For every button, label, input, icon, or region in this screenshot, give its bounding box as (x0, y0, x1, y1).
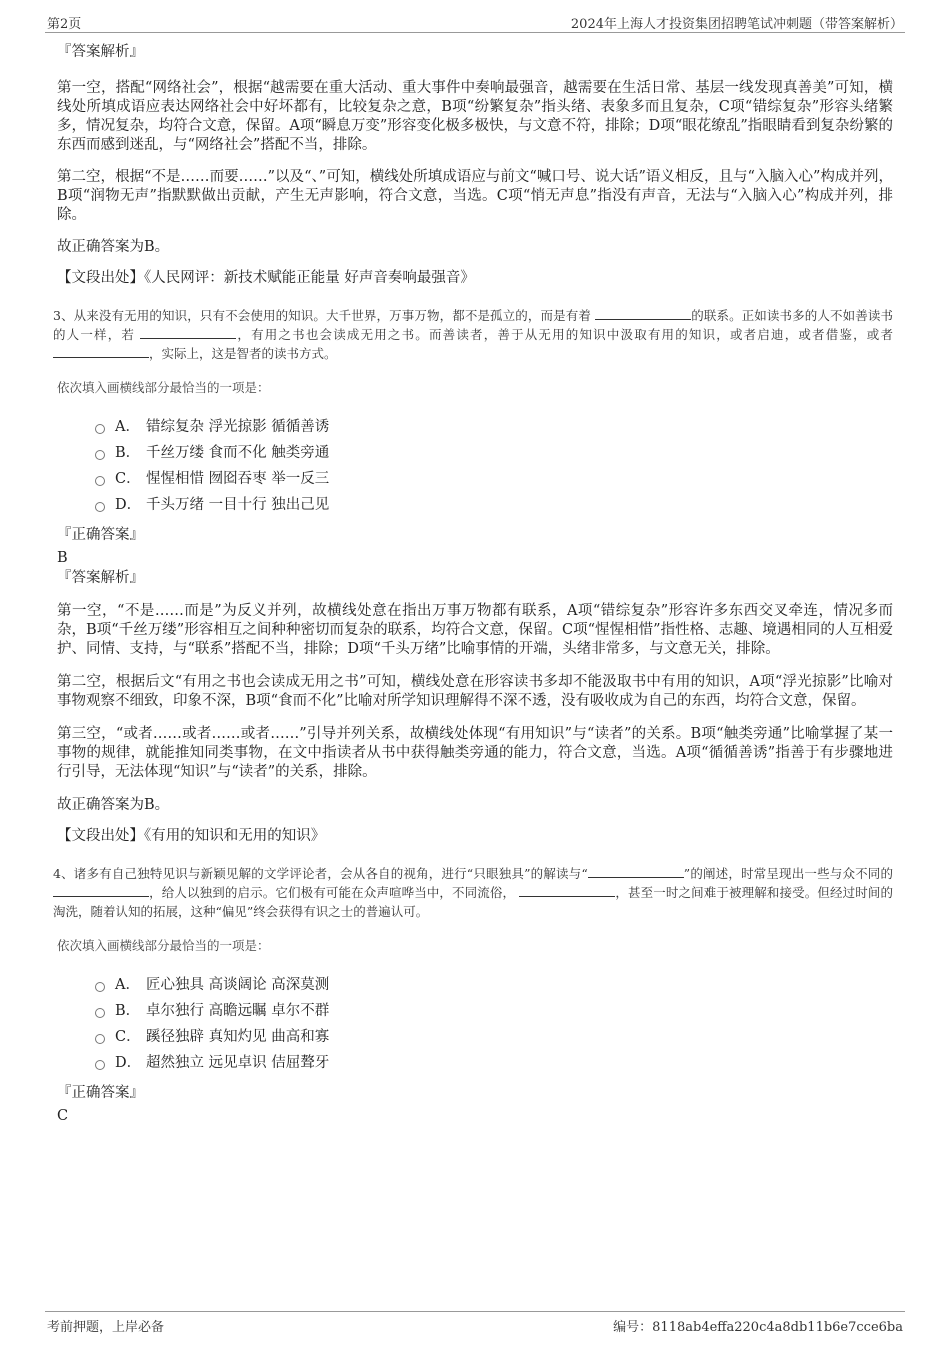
answer-blank (519, 883, 615, 897)
radio-icon[interactable] (95, 476, 105, 486)
option-b[interactable]: B． 卓尔独行 高瞻远瞩 卓尔不群 (95, 998, 893, 1024)
source-citation: 【文段出处】《人民网评：新技术赋能正能量 好声音奏响最强音》 (57, 270, 475, 286)
radio-icon[interactable] (95, 424, 105, 434)
conclusion-text: 故正确答案为B。 (57, 239, 170, 255)
footer-slogan: 考前押题，上岸必备 (47, 1320, 165, 1335)
question-prompt: 依次填入画横线部分最恰当的一项是： (57, 938, 270, 953)
radio-icon[interactable] (95, 1034, 105, 1044)
document-title: 2024年上海人才投资集团招聘笔试冲刺题（带答案解析） (570, 17, 903, 32)
correct-answer: B (57, 550, 68, 566)
option-a[interactable]: A． 匠心独具 高谈阔论 高深莫测 (95, 972, 893, 998)
correct-answer-label: 『正确答案』 (57, 527, 144, 543)
correct-answer: C (57, 1108, 69, 1124)
option-d[interactable]: D． 超然独立 远见卓识 佶屈聱牙 (95, 1050, 893, 1076)
conclusion-text: 故正确答案为B。 (57, 797, 170, 813)
question-text: 3、从来没有无用的知识，只有不会使用的知识。大千世界，万事万物，都不是孤立的，而是有着 的联系。正如读书多的人不如善读书的人一样，若 ，有用之书也会读成无用之书。而善读者，善于从无用的知识中汲取有用的知识，或者启迪，或者借鉴，或者 ，实际上，这是智者的读书方式。 (53, 308, 893, 361)
option-c[interactable]: C． 惺惺相惜 囫囵吞枣 举一反三 (95, 466, 893, 492)
radio-icon[interactable] (95, 502, 105, 512)
option-a[interactable]: A． 错综复杂 浮光掠影 循循善诱 (95, 414, 893, 440)
answer-blank (53, 344, 149, 358)
page-content (53, 42, 893, 1126)
analysis-paragraph: 第二空，根据“不是……而要……”以及“、”可知，横线处所填成语应与前文“喊口号、说大话”语义相反，且与“入脑入心”构成并列，B项“润物无声”指默默做出贡献，产生无声影响，符合文意，当选。C项“悄无声息”指没有声音，无法与“入脑入心”构成并列，排除。 (57, 169, 893, 223)
radio-icon[interactable] (95, 450, 105, 460)
analysis-paragraph: 第一空，“不是……而是”为反义并列，故横线处意在指出万事万物都有联系，A项“错综复杂”形容许多东西交叉牵连，情况多而杂，B项“千丝万缕”形容相互之间种种密切而复杂的联系，均符合文意，保留。C项“惺惺相惜”指性格、志趣、境遇相同的人互相爱护、同情、支持，与“联系”搭配不当，排除；D项“千头万绪”比喻事情的开端，头绪非常多，与文意无关，排除。 (57, 603, 893, 657)
question-4 (53, 864, 893, 1126)
analysis-paragraph: 第二空，根据后文“有用之书也会读成无用之书”可知，横线处意在形容读书多却不能汲取书中有用的知识，A项“浮光掠影”比喻对事物观察不细致，印象不深，B项“食而不化”比喻对所学知识理解得不深不透，没有吸收成为自己的东西，均符合文意，保留。 (57, 674, 893, 709)
question-3 (53, 306, 893, 846)
option-d[interactable]: D． 千头万绪 一目十行 独出己见 (95, 492, 893, 518)
question-text: 4、诸多有自己独特见识与新颖见解的文学评论者，会从各自的视角，进行“只眼独具”的解读与“ ”的阐述，时常呈现出一些与众不同的 ，给人以独到的启示。它们极有可能在众声喧哗当中，不同流俗， ，甚至一时之间难于被理解和接受。但经过时间的淘洗，随着认知的拓展，这种“偏见”终会获得有识之士的普遍认可。 (53, 866, 893, 919)
radio-icon[interactable] (95, 1008, 105, 1018)
source-citation: 【文段出处】《有用的知识和无用的知识》 (57, 828, 326, 844)
question-prompt: 依次填入画横线部分最恰当的一项是： (57, 380, 270, 395)
page-header (45, 10, 905, 33)
option-list (95, 414, 893, 518)
analysis-label: 『答案解析』 (57, 570, 144, 586)
analysis-paragraph: 第一空，搭配“网络社会”，根据“越需要在重大活动、重大事件中奏响最强音，越需要在生活日常、基层一线发现真善美”可知，横线处所填成语应表达网络社会中好坏都有，比较复杂之意，B项“纷繁复杂”指头绪、表象多而且复杂，C项“错综复杂”形容头绪繁多，情况复杂，均符合文意，保留。A项“瞬息万变”形容变化极多极快，与文意不符，排除；D项“眼花缭乱”指眼睛看到复杂纷繁的东西而感到迷乱，与“网络社会”搭配不当，排除。 (57, 80, 893, 153)
option-list (95, 972, 893, 1076)
radio-icon[interactable] (95, 1060, 105, 1070)
page-footer (45, 1311, 905, 1336)
document-id: 编号：8118ab4effa220c4a8db11b6e7cce6ba (613, 1320, 903, 1335)
option-c[interactable]: C． 蹊径独辟 真知灼见 曲高和寡 (95, 1024, 893, 1050)
correct-answer-label: 『正确答案』 (57, 1085, 144, 1101)
answer-blank (140, 325, 236, 339)
analysis-label: 『答案解析』 (57, 44, 144, 60)
analysis-paragraph: 第三空，“或者……或者……或者……”引导并列关系，故横线处体现“有用知识”与“读者”的关系。B项“触类旁通”比喻掌握了某一事物的规律，就能推知同类事物，在文中指读者从书中获得触类旁通的能力，符合文意，当选。A项“循循善诱”指善于有步骤地进行引导，无法体现“知识”与“读者”的关系，排除。 (57, 726, 893, 780)
page-number: 第2页 (47, 17, 82, 32)
answer-blank (53, 883, 149, 897)
radio-icon[interactable] (95, 982, 105, 992)
answer-blank (588, 864, 684, 878)
answer-blank (595, 306, 691, 320)
option-b[interactable]: B． 千丝万缕 食而不化 触类旁通 (95, 440, 893, 466)
